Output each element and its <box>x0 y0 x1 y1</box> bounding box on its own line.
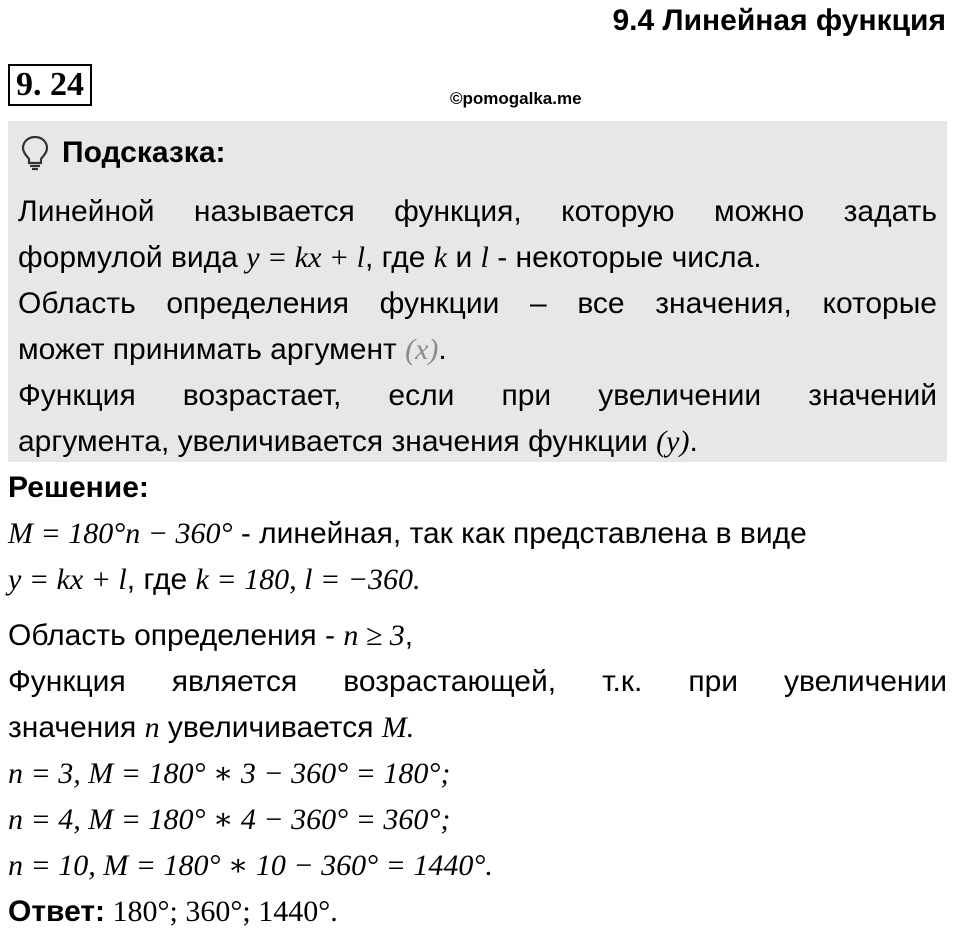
lightbulb-icon <box>20 135 50 171</box>
hint-text-run: аргумента, увеличивается значения функции <box>18 425 657 458</box>
hint-title: Подсказка: <box>62 136 226 169</box>
hint-text <box>18 189 937 465</box>
formula: M. <box>381 711 415 744</box>
hint-text-run: и <box>447 241 481 274</box>
watermark: ©pomogalka.me <box>450 89 582 108</box>
solution-text-run: значения <box>8 711 145 744</box>
solution-text-run: - линейная, так как представлена в виде <box>232 517 807 550</box>
formula: n ≥ 3 <box>343 619 405 652</box>
problem-number: 9. 24 <box>8 64 92 106</box>
hint-line-3: Область определения функции – все значения, которые <box>18 287 937 320</box>
formula: k = 180, l = −360. <box>195 563 421 596</box>
formula: n <box>144 711 160 744</box>
formula: l <box>480 241 489 274</box>
calc-line-n10: n = 10, M = 180° ∗ 10 − 360° = 1440°. <box>8 849 493 882</box>
calc-line-n3: n = 3, M = 180° ∗ 3 − 360° = 180°; <box>8 757 451 790</box>
increasing-line: Функция является возрастающей, т.к. при увеличении <box>8 665 947 698</box>
formula: y = kx + l <box>8 563 127 596</box>
hint-line-1: Линейной называется функция, которую можно задать <box>18 195 937 228</box>
hint-text-run: , где <box>364 241 434 274</box>
solution-block <box>8 465 947 603</box>
increasing-line-2 <box>8 705 947 751</box>
solution-text-run: увеличивается <box>159 711 382 744</box>
hint-text-run: . <box>438 333 447 366</box>
domain-line <box>8 613 947 659</box>
solution-text-run: Область определения - <box>8 619 344 652</box>
hint-text-run: . <box>689 425 698 458</box>
hint-line-2 <box>18 235 937 281</box>
hint-heading <box>20 135 226 171</box>
section-title: 9.4 Линейная функция <box>612 4 946 37</box>
solution-block-2 <box>8 613 947 935</box>
solution-label: Решение: <box>8 471 149 504</box>
answer-value: 180°; 360°; 1440°. <box>105 895 338 928</box>
hint-text-run: может принимать аргумент <box>18 333 406 366</box>
solution-text-run: , <box>404 619 414 652</box>
answer-label: Ответ: <box>8 895 106 928</box>
calc-line-n4: n = 4, M = 180° ∗ 4 − 360° = 360°; <box>8 803 451 836</box>
formula: (y) <box>656 425 690 458</box>
hint-line-6 <box>18 419 937 465</box>
answer-line <box>8 889 947 935</box>
formula: y = kx + l <box>246 241 365 274</box>
formula: M = 180°n − 360° <box>8 517 233 550</box>
hint-line-5: Функция возрастает, если при увеличении значений <box>18 379 937 412</box>
formula: (x) <box>405 333 439 366</box>
formula: k <box>433 241 448 274</box>
hint-text-run: - некоторые числа. <box>488 241 762 274</box>
solution-text-run: , где <box>126 563 196 596</box>
hint-box <box>8 121 947 462</box>
solution-line-2 <box>8 557 947 603</box>
hint-line-4 <box>18 327 937 373</box>
solution-line-1 <box>8 511 947 557</box>
hint-text-run: формулой вида <box>18 241 247 274</box>
